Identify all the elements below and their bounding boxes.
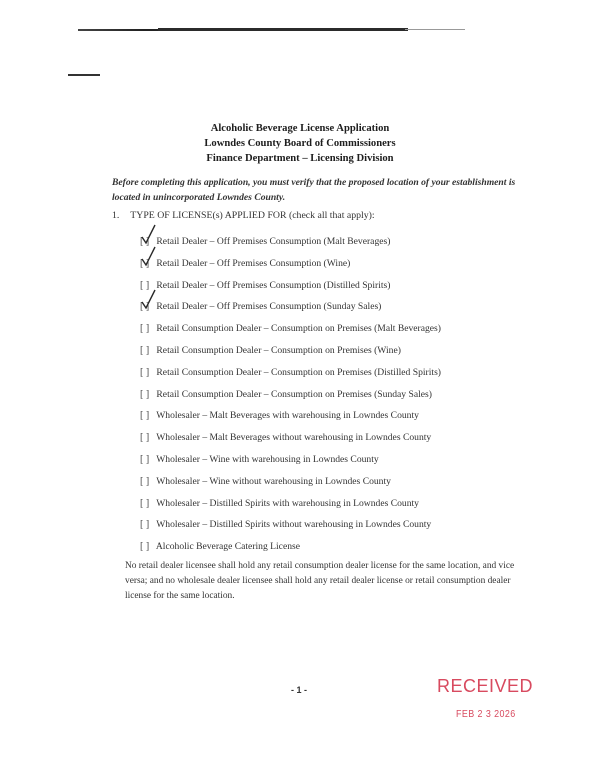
checkbox[interactable]: [ ] bbox=[140, 453, 150, 465]
checkbox[interactable]: [ ] bbox=[140, 344, 150, 356]
scan-line-tail bbox=[405, 29, 465, 30]
license-option[interactable] bbox=[140, 384, 540, 406]
header-organization: Lowndes County Board of Commissioners bbox=[204, 138, 396, 149]
received-stamp-date: FEB 2 3 2026 bbox=[456, 708, 516, 720]
option-label: Alcoholic Beverage Catering License bbox=[155, 541, 300, 553]
option-label: Retail Dealer – Off Premises Consumption (Sunday Sales) bbox=[156, 301, 382, 313]
section-number: 1. bbox=[112, 210, 120, 221]
page-number: - 1 - bbox=[291, 685, 308, 695]
license-option[interactable] bbox=[140, 493, 540, 515]
option-label: Wholesaler – Wine without warehousing in Lowndes County bbox=[156, 475, 391, 487]
checkbox[interactable]: [ ] bbox=[140, 388, 150, 400]
checkbox[interactable]: [ ] bbox=[140, 257, 150, 269]
license-option[interactable] bbox=[140, 318, 540, 340]
license-option[interactable] bbox=[140, 471, 540, 493]
option-label: Retail Consumption Dealer – Consumption on Premises (Malt Beverages) bbox=[156, 323, 441, 335]
checkbox[interactable]: [ ] bbox=[140, 541, 150, 553]
scan-line-thick bbox=[158, 28, 408, 31]
checkbox[interactable]: [ ] bbox=[140, 301, 150, 313]
checkbox[interactable]: [ ] bbox=[140, 366, 150, 378]
option-label: Retail Consumption Dealer – Consumption on Premises (Distilled Spirits) bbox=[156, 366, 442, 378]
license-restriction-note: No retail dealer licensee shall hold any retail consumption dealer license for the same location, and vice versa; and no wholesale dealer licensee shall hold any retail dealer license or retail consumption dealer license for the same location. bbox=[125, 561, 515, 601]
option-label: Retail Consumption Dealer – Consumption on Premises (Wine) bbox=[156, 344, 401, 356]
option-label: Wholesaler – Distilled Spirits without warehousing in Lowndes County bbox=[156, 519, 432, 531]
header-department: Finance Department – Licensing Division bbox=[206, 153, 394, 164]
license-option[interactable] bbox=[140, 449, 540, 471]
document-header bbox=[0, 121, 600, 166]
license-option[interactable] bbox=[140, 536, 540, 558]
checkbox[interactable]: [ ] bbox=[140, 475, 150, 487]
option-label: Retail Dealer – Off Premises Consumption (Wine) bbox=[156, 257, 351, 269]
handwritten-check-icon bbox=[140, 245, 160, 267]
license-type-options bbox=[140, 231, 540, 558]
handwritten-check-icon bbox=[140, 223, 160, 245]
checkbox[interactable]: [ ] bbox=[140, 497, 150, 509]
section-heading: TYPE OF LICENSE(s) APPLIED FOR (check all that apply): bbox=[130, 210, 375, 221]
option-label: Retail Dealer – Off Premises Consumption (Distilled Spirits) bbox=[156, 279, 391, 291]
checkbox[interactable]: [ ] bbox=[140, 410, 150, 422]
handwritten-check-icon bbox=[140, 288, 160, 310]
license-option[interactable] bbox=[140, 296, 540, 318]
section-1-title bbox=[112, 210, 375, 221]
license-option[interactable] bbox=[140, 231, 540, 253]
license-option[interactable] bbox=[140, 275, 540, 297]
license-option[interactable] bbox=[140, 514, 540, 536]
license-option[interactable] bbox=[140, 405, 540, 427]
intro-instructions: Before completing this application, you must verify that the proposed location of your establishment is located in unincorporated Lowndes County. bbox=[112, 177, 516, 203]
received-stamp: RECEIVED bbox=[437, 676, 534, 696]
option-label: Wholesaler – Malt Beverages with warehousing in Lowndes County bbox=[156, 410, 419, 422]
header-title: Alcoholic Beverage License Application bbox=[210, 123, 390, 134]
checkbox[interactable]: [ ] bbox=[140, 432, 150, 444]
option-label: Wholesaler – Wine with warehousing in Lowndes County bbox=[156, 453, 379, 465]
license-option[interactable] bbox=[140, 340, 540, 362]
checkbox[interactable]: [ ] bbox=[140, 236, 150, 247]
license-option[interactable] bbox=[140, 253, 540, 275]
option-label: Retail Consumption Dealer – Consumption on Premises (Sunday Sales) bbox=[156, 388, 432, 400]
checkbox[interactable]: [ ] bbox=[140, 519, 150, 531]
option-label: Wholesaler – Malt Beverages without warehousing in Lowndes County bbox=[156, 432, 432, 444]
license-option[interactable] bbox=[140, 427, 540, 449]
option-label: Wholesaler – Distilled Spirits with warehousing in Lowndes County bbox=[156, 497, 419, 509]
scan-artifact-mark bbox=[68, 74, 100, 76]
checkbox[interactable]: [ ] bbox=[140, 323, 150, 335]
option-label: Retail Dealer – Off Premises Consumption (Malt Beverages) bbox=[156, 236, 391, 247]
checkbox[interactable]: [ ] bbox=[140, 279, 150, 291]
license-option[interactable] bbox=[140, 362, 540, 384]
